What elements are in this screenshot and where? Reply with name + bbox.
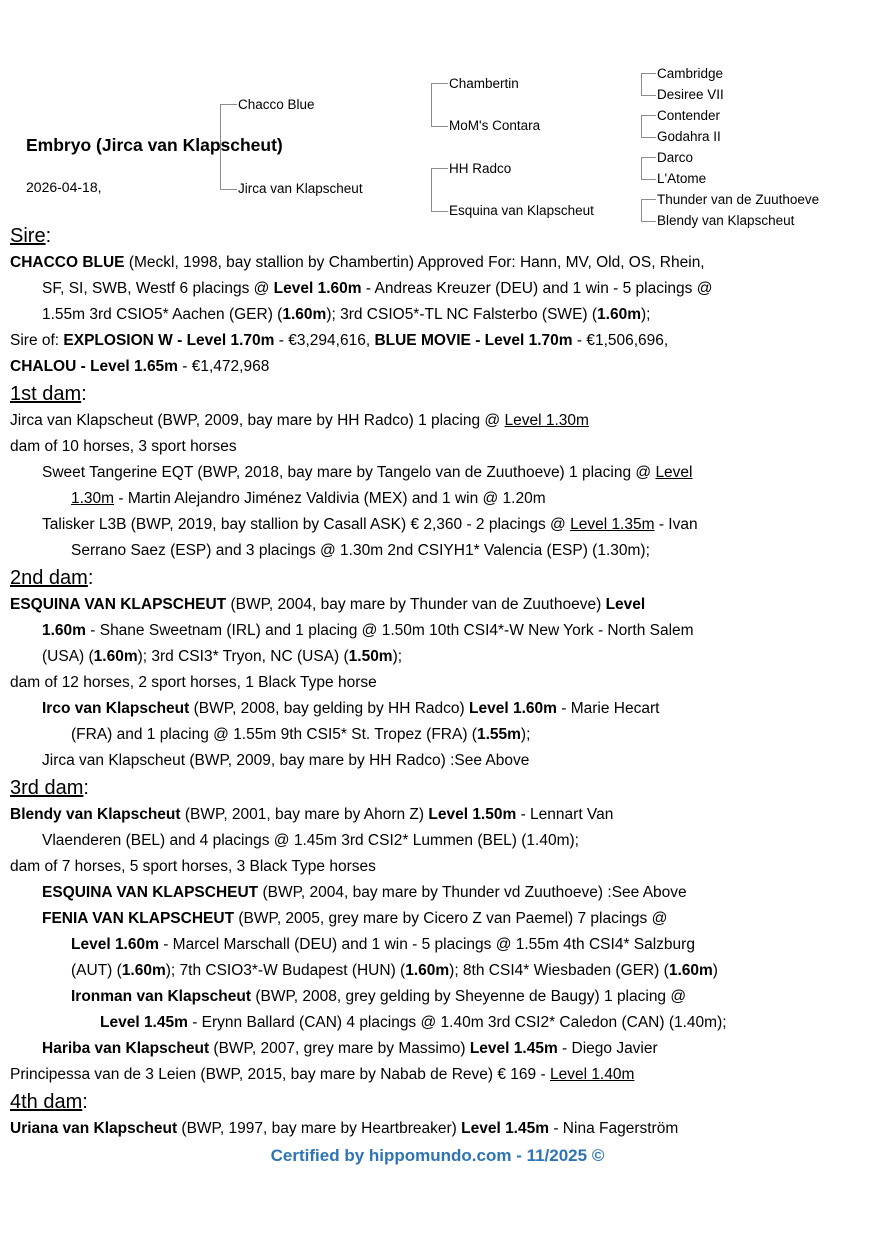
text-line: (USA) (1.60m); 3rd CSI3* Tryon, NC (USA) (1.50m);	[42, 648, 403, 665]
ancestor-gen3-7: Blendy van Klapscheut	[657, 213, 795, 228]
text-line: CHALOU - Level 1.65m - €1,472,968	[10, 358, 270, 375]
text-line: Sire of: EXPLOSION W - Level 1.70m - €3,294,616, BLUE MOVIE - Level 1.70m - €1,506,696,	[10, 332, 669, 349]
ancestor-gen3-6: Thunder van de Zuuthoeve	[657, 192, 820, 207]
text-line: Vlaenderen (BEL) and 4 placings @ 1.45m 3rd CSI2* Lummen (BEL) (1.40m);	[42, 832, 579, 849]
text-line: Irco van Klapscheut (BWP, 2008, bay gelding by HH Radco) Level 1.60m - Marie Hecart	[42, 700, 660, 717]
birth-date: 2026-04-18,	[26, 179, 102, 195]
text-line: dam of 12 horses, 2 sport horses, 1 Black Type horse	[10, 674, 377, 691]
text-line: Serrano Saez (ESP) and 3 placings @ 1.30m 2nd CSIYH1* Valencia (ESP) (1.30m);	[71, 542, 650, 559]
tree-bracket-line	[641, 73, 656, 96]
text-line: 1.60m - Shane Sweetnam (IRL) and 1 placing @ 1.50m 10th CSI4*-W New York - North Salem	[42, 622, 694, 639]
pedigree-tree	[0, 0, 875, 228]
section-heading-4th-dam: 4th dam:	[10, 1091, 88, 1113]
certification-footer: Certified by hippomundo.com - 11/2025 ©	[270, 1146, 605, 1165]
ancestor-gen2-0: Chambertin	[449, 76, 519, 91]
ancestor-gen2-1: MoM's Contara	[449, 118, 541, 133]
ancestor-gen3-5: L'Atome	[657, 171, 707, 186]
text-line: dam of 7 horses, 5 sport horses, 3 Black Type horses	[10, 858, 376, 875]
text-line: Uriana van Klapscheut (BWP, 1997, bay mare by Heartbreaker) Level 1.45m - Nina Fagerström	[10, 1120, 679, 1137]
text-line: Hariba van Klapscheut (BWP, 2007, grey mare by Massimo) Level 1.45m - Diego Javier	[42, 1040, 658, 1057]
text-line: FENIA VAN KLAPSCHEUT (BWP, 2005, grey mare by Cicero Z van Paemel) 7 placings @	[42, 910, 668, 927]
tree-bracket-line	[641, 157, 656, 180]
ancestor-gen3-1: Desiree VII	[657, 87, 724, 102]
text-line: Jirca van Klapscheut (BWP, 2009, bay mare by HH Radco) 1 placing @ Level 1.30m	[10, 412, 589, 429]
text-line: Talisker L3B (BWP, 2019, bay stallion by Casall ASK) € 2,360 - 2 placings @ Level 1.35m - Ivan	[42, 516, 698, 533]
text-line: Sweet Tangerine EQT (BWP, 2018, bay mare by Tangelo van de Zuuthoeve) 1 placing @ Level	[42, 464, 693, 481]
text-line: ESQUINA VAN KLAPSCHEUT (BWP, 2004, bay mare by Thunder vd Zuuthoeve) :See Above	[42, 884, 687, 901]
section-heading-3rd-dam: 3rd dam:	[10, 777, 89, 799]
tree-bracket-line	[641, 199, 656, 222]
text-line: 1.30m - Martin Alejandro Jiménez Valdivia (MEX) and 1 win @ 1.20m	[71, 490, 546, 507]
ancestor-gen3-3: Godahra II	[657, 129, 721, 144]
text-line: SF, SI, SWB, Westf 6 placings @ Level 1.60m - Andreas Kreuzer (DEU) and 1 win - 5 placings @	[42, 280, 713, 297]
tree-bracket-line	[220, 104, 237, 190]
tree-bracket-line	[641, 115, 656, 138]
ancestor-gen1-0: Chacco Blue	[238, 97, 315, 112]
tree-bracket-line	[431, 83, 448, 127]
pedigree-text	[0, 222, 875, 1142]
ancestor-gen2-3: Esquina van Klapscheut	[449, 203, 594, 218]
text-line: Level 1.60m - Marcel Marschall (DEU) and 1 win - 5 placings @ 1.55m 4th CSI4* Salzburg	[71, 936, 695, 953]
text-line: CHACCO BLUE (Meckl, 1998, bay stallion by Chambertin) Approved For: Hann, MV, Old, OS, Rhein,	[10, 254, 705, 271]
ancestor-gen2-2: HH Radco	[449, 161, 512, 176]
ancestor-gen3-2: Contender	[657, 108, 721, 123]
text-line: 1.55m 3rd CSIO5* Aachen (GER) (1.60m); 3rd CSIO5*-TL NC Falsterbo (SWE) (1.60m);	[42, 306, 651, 323]
horse-title: Embryo (Jirca van Klapscheut)	[26, 135, 283, 155]
text-line: Ironman van Klapscheut (BWP, 2008, grey gelding by Sheyenne de Baugy) 1 placing @	[71, 988, 687, 1005]
text-line: Blendy van Klapscheut (BWP, 2001, bay mare by Ahorn Z) Level 1.50m - Lennart Van	[10, 806, 614, 823]
text-line: Principessa van de 3 Leien (BWP, 2015, bay mare by Nabab de Reve) € 169 - Level 1.40m	[10, 1066, 635, 1083]
tree-bracket-line	[431, 168, 448, 212]
text-line: Jirca van Klapscheut (BWP, 2009, bay mare by HH Radco) :See Above	[42, 752, 530, 769]
text-line: Level 1.45m - Erynn Ballard (CAN) 4 placings @ 1.40m 3rd CSI2* Caledon (CAN) (1.40m);	[100, 1014, 727, 1031]
ancestor-gen3-4: Darco	[657, 150, 694, 165]
text-line: dam of 10 horses, 3 sport horses	[10, 438, 237, 455]
ancestor-gen1-1: Jirca van Klapscheut	[238, 181, 363, 196]
text-line: (AUT) (1.60m); 7th CSIO3*-W Budapest (HUN) (1.60m); 8th CSI4* Wiesbaden (GER) (1.60m)	[71, 962, 718, 979]
text-line: ESQUINA VAN KLAPSCHEUT (BWP, 2004, bay mare by Thunder van de Zuuthoeve) Level	[10, 596, 646, 613]
text-line: (FRA) and 1 placing @ 1.55m 9th CSI5* St. Tropez (FRA) (1.55m);	[71, 726, 531, 743]
section-heading-1st-dam: 1st dam:	[10, 383, 87, 405]
ancestor-gen3-0: Cambridge	[657, 66, 724, 81]
section-heading-2nd-dam: 2nd dam:	[10, 567, 94, 589]
section-heading-sire: Sire:	[10, 225, 52, 247]
